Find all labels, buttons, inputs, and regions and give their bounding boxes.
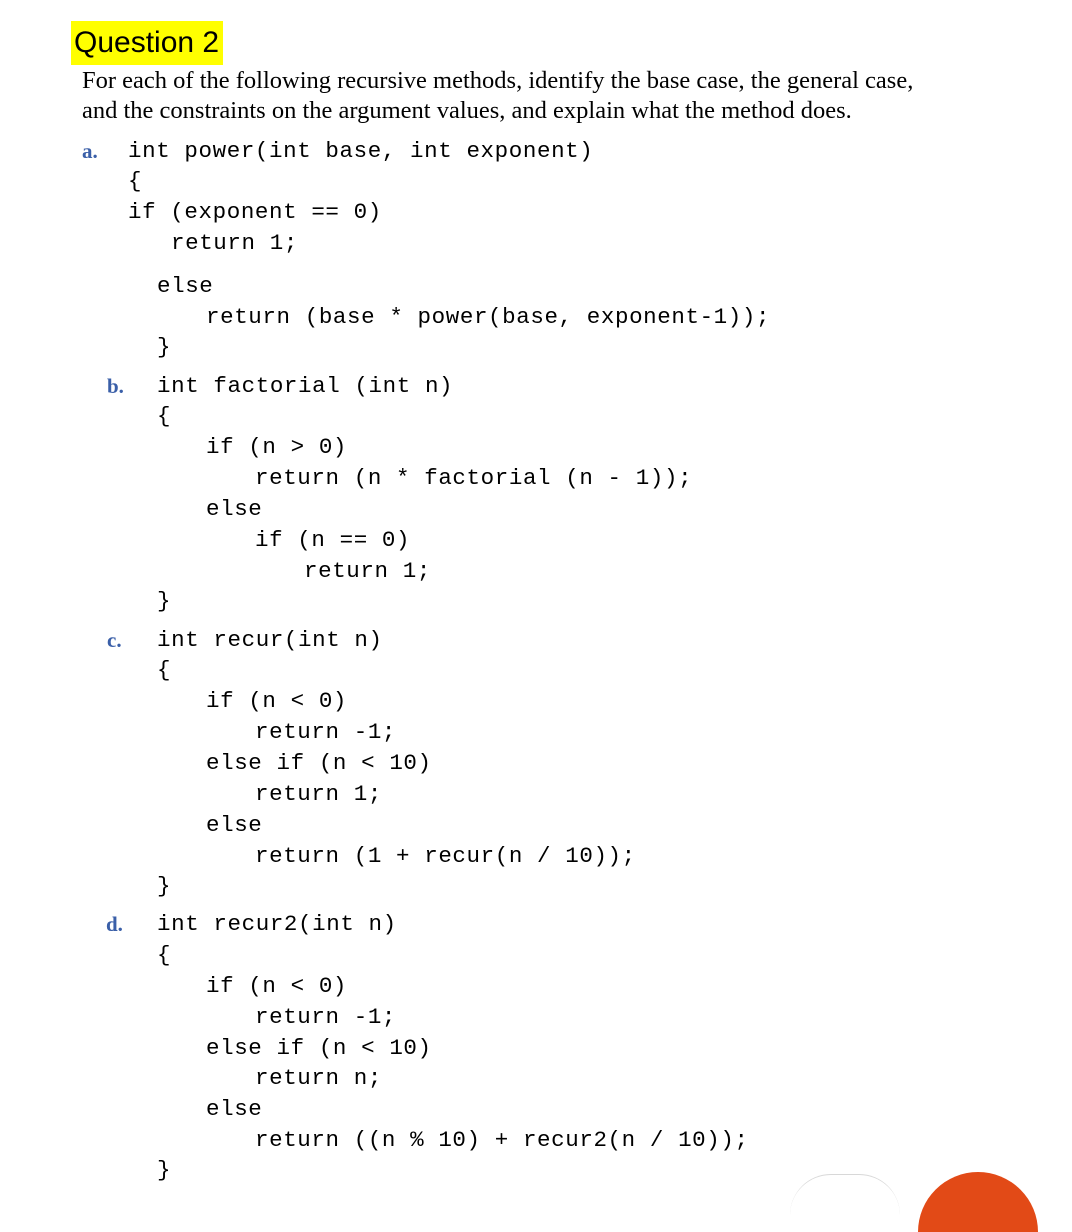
code-line: else [206,496,263,522]
code-line: return (n * factorial (n - 1)); [255,465,693,491]
code-line: else [206,1096,263,1122]
code-line: if (n < 0) [206,973,348,999]
code-line: int recur2(int n) [157,911,397,937]
item-b-label: b. [107,374,124,398]
instruction-line-2: and the constraints on the argument values, and explain what the method does. [82,97,852,124]
code-line: { [128,168,143,194]
code-line: return 1; [304,558,431,584]
instruction-line-1: For each of the following recursive methods, identify the base case, the general case, [82,67,914,94]
code-line: } [157,873,172,899]
item-c-label: c. [107,628,122,652]
item-d-label: d. [106,912,123,936]
code-line: return (1 + recur(n / 10)); [255,843,636,869]
background-shape [790,1174,900,1215]
code-line: return 1; [171,230,298,256]
code-line: } [157,1157,172,1183]
code-line: return (base * power(base, exponent-1)); [206,304,771,330]
code-line: else if (n < 10) [206,1035,432,1061]
code-line: return 1; [255,781,382,807]
code-line: else if (n < 10) [206,750,432,776]
code-line: if (n == 0) [255,527,411,553]
floating-action-button[interactable] [918,1172,1038,1232]
code-line: else [206,812,263,838]
code-line: return n; [255,1065,382,1091]
code-line: int factorial (int n) [157,373,454,399]
code-line: int recur(int n) [157,627,383,653]
code-line: int power(int base, int exponent) [128,138,594,164]
question-heading: Question 2 [71,21,223,65]
code-line: if (n < 0) [206,688,348,714]
code-line: return -1; [255,1004,397,1030]
code-line: return -1; [255,719,397,745]
item-a-label: a. [82,139,98,163]
code-line: { [157,657,172,683]
code-line: { [157,942,172,968]
code-line: } [157,588,172,614]
code-line: { [157,403,172,429]
code-line: if (exponent == 0) [128,199,382,225]
code-line: else [157,273,214,299]
code-line: if (n > 0) [206,434,348,460]
code-line: return ((n % 10) + recur2(n / 10)); [255,1127,749,1153]
code-line: } [157,334,172,360]
